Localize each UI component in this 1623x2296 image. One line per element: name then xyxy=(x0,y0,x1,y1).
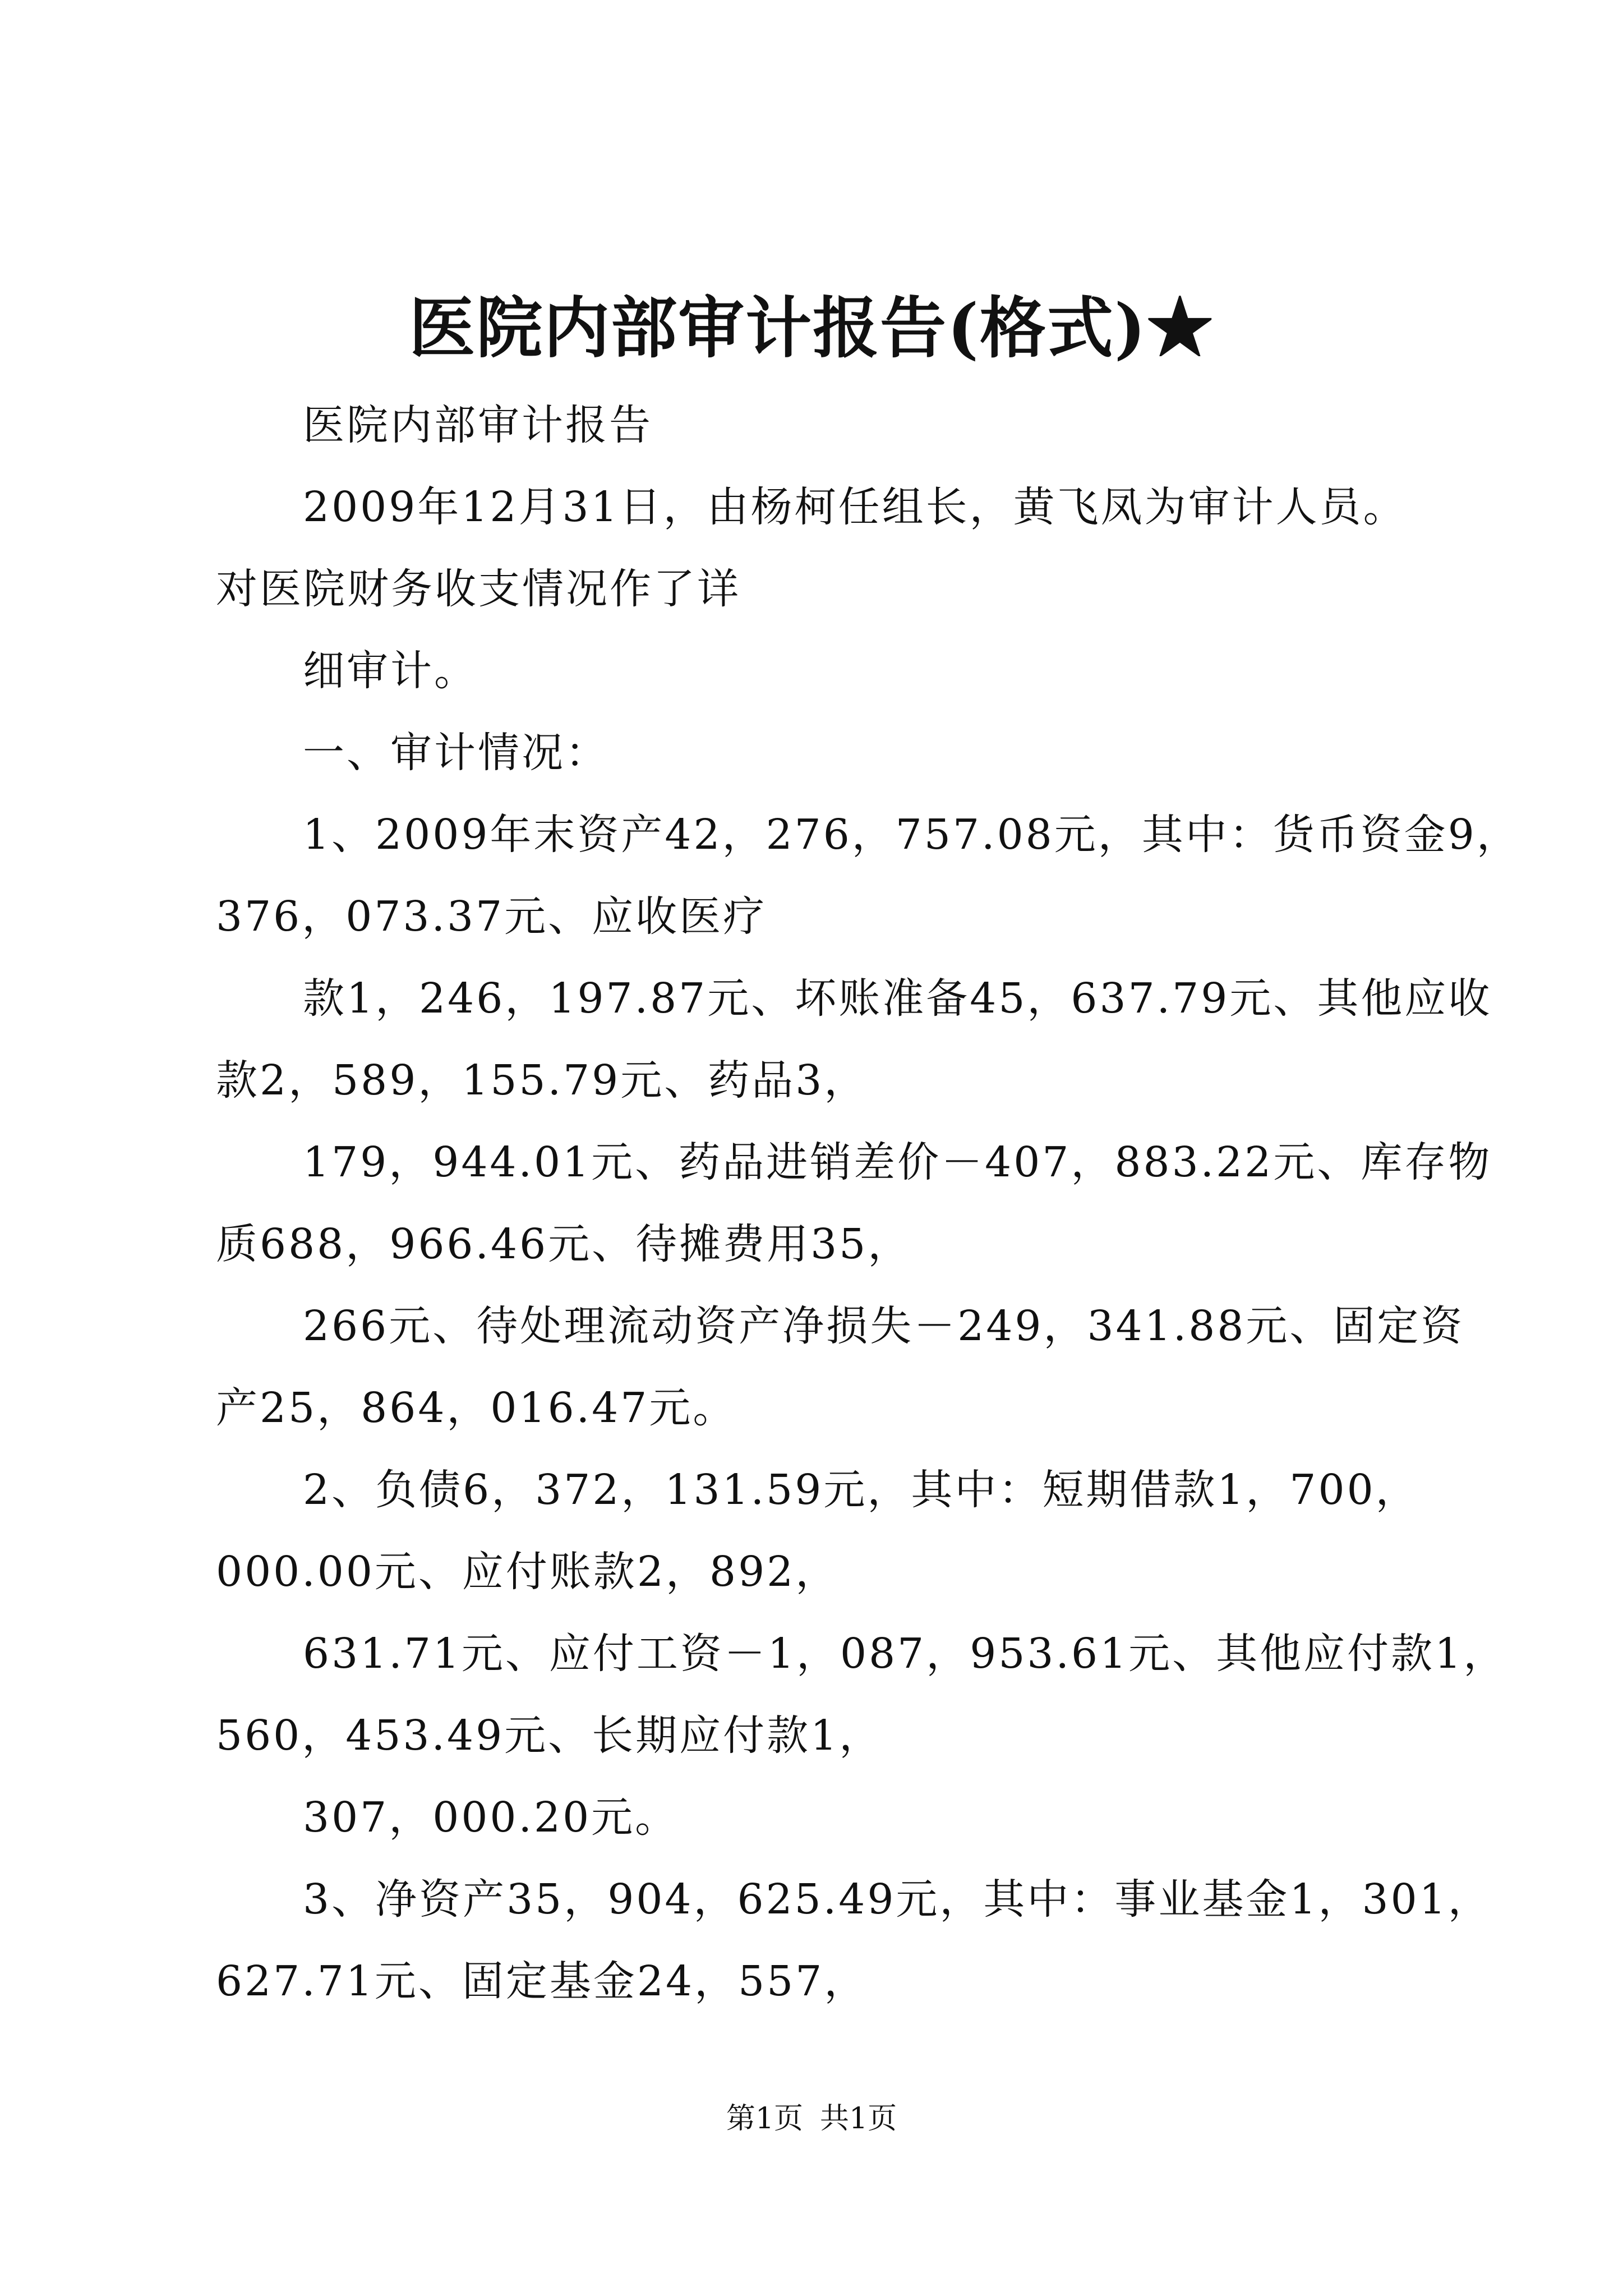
body-line: 560，453.49元、长期应付款1， xyxy=(216,1711,883,1760)
body-line: 2009年12月31日，由杨柯任组长，黄飞凤为审计人员。 xyxy=(303,483,1407,531)
section-heading: 一、审计情况： xyxy=(303,729,609,777)
document-body xyxy=(216,384,1520,2022)
body-line: 款2，589，155.79元、药品3， xyxy=(216,1056,868,1105)
body-line: 000.00元、应付账款2，892， xyxy=(216,1548,840,1596)
body-line: 质688，966.46元、待摊费用35， xyxy=(216,1220,912,1268)
page-total: 共1页 xyxy=(820,2102,897,2136)
body-line: 627.71元、固定基金24，557， xyxy=(216,1957,868,2005)
body-line: 3、净资产35，904，625.49元，其中：事业基金1，301， xyxy=(303,1875,1492,1924)
body-line: 376，073.37元、应收医疗 xyxy=(216,892,767,941)
page-number: 第1页 xyxy=(726,2102,803,2136)
body-line: 款1，246，197.87元、坏账准备45，637.79元、其他应收 xyxy=(303,974,1492,1023)
body-line: 对医院财务收支情况作了详 xyxy=(216,565,741,613)
body-line: 266元、待处理流动资产净损失－249，341.88元、固定资 xyxy=(303,1302,1465,1350)
body-line: 307，000.20元。 xyxy=(303,1793,679,1842)
page-footer xyxy=(0,2099,1623,2138)
body-line: 2、负债6，372，131.59元，其中：短期借款1，700， xyxy=(303,1466,1419,1514)
body-line: 179，944.01元、药品进销差价－407，883.22元、库存物 xyxy=(303,1138,1492,1186)
body-line: 631.71元、应付工资－1，087，953.61元、其他应付款1， xyxy=(303,1630,1507,1678)
body-line: 细审计。 xyxy=(303,647,478,695)
body-line: 医院内部审计报告 xyxy=(303,401,653,449)
document-title: 医院内部审计报告(格式)★ xyxy=(409,289,1214,367)
body-line: 产25，864，016.47元。 xyxy=(216,1384,737,1432)
body-line: 1、2009年末资产42，276，757.08元，其中：货币资金9， xyxy=(303,811,1520,859)
